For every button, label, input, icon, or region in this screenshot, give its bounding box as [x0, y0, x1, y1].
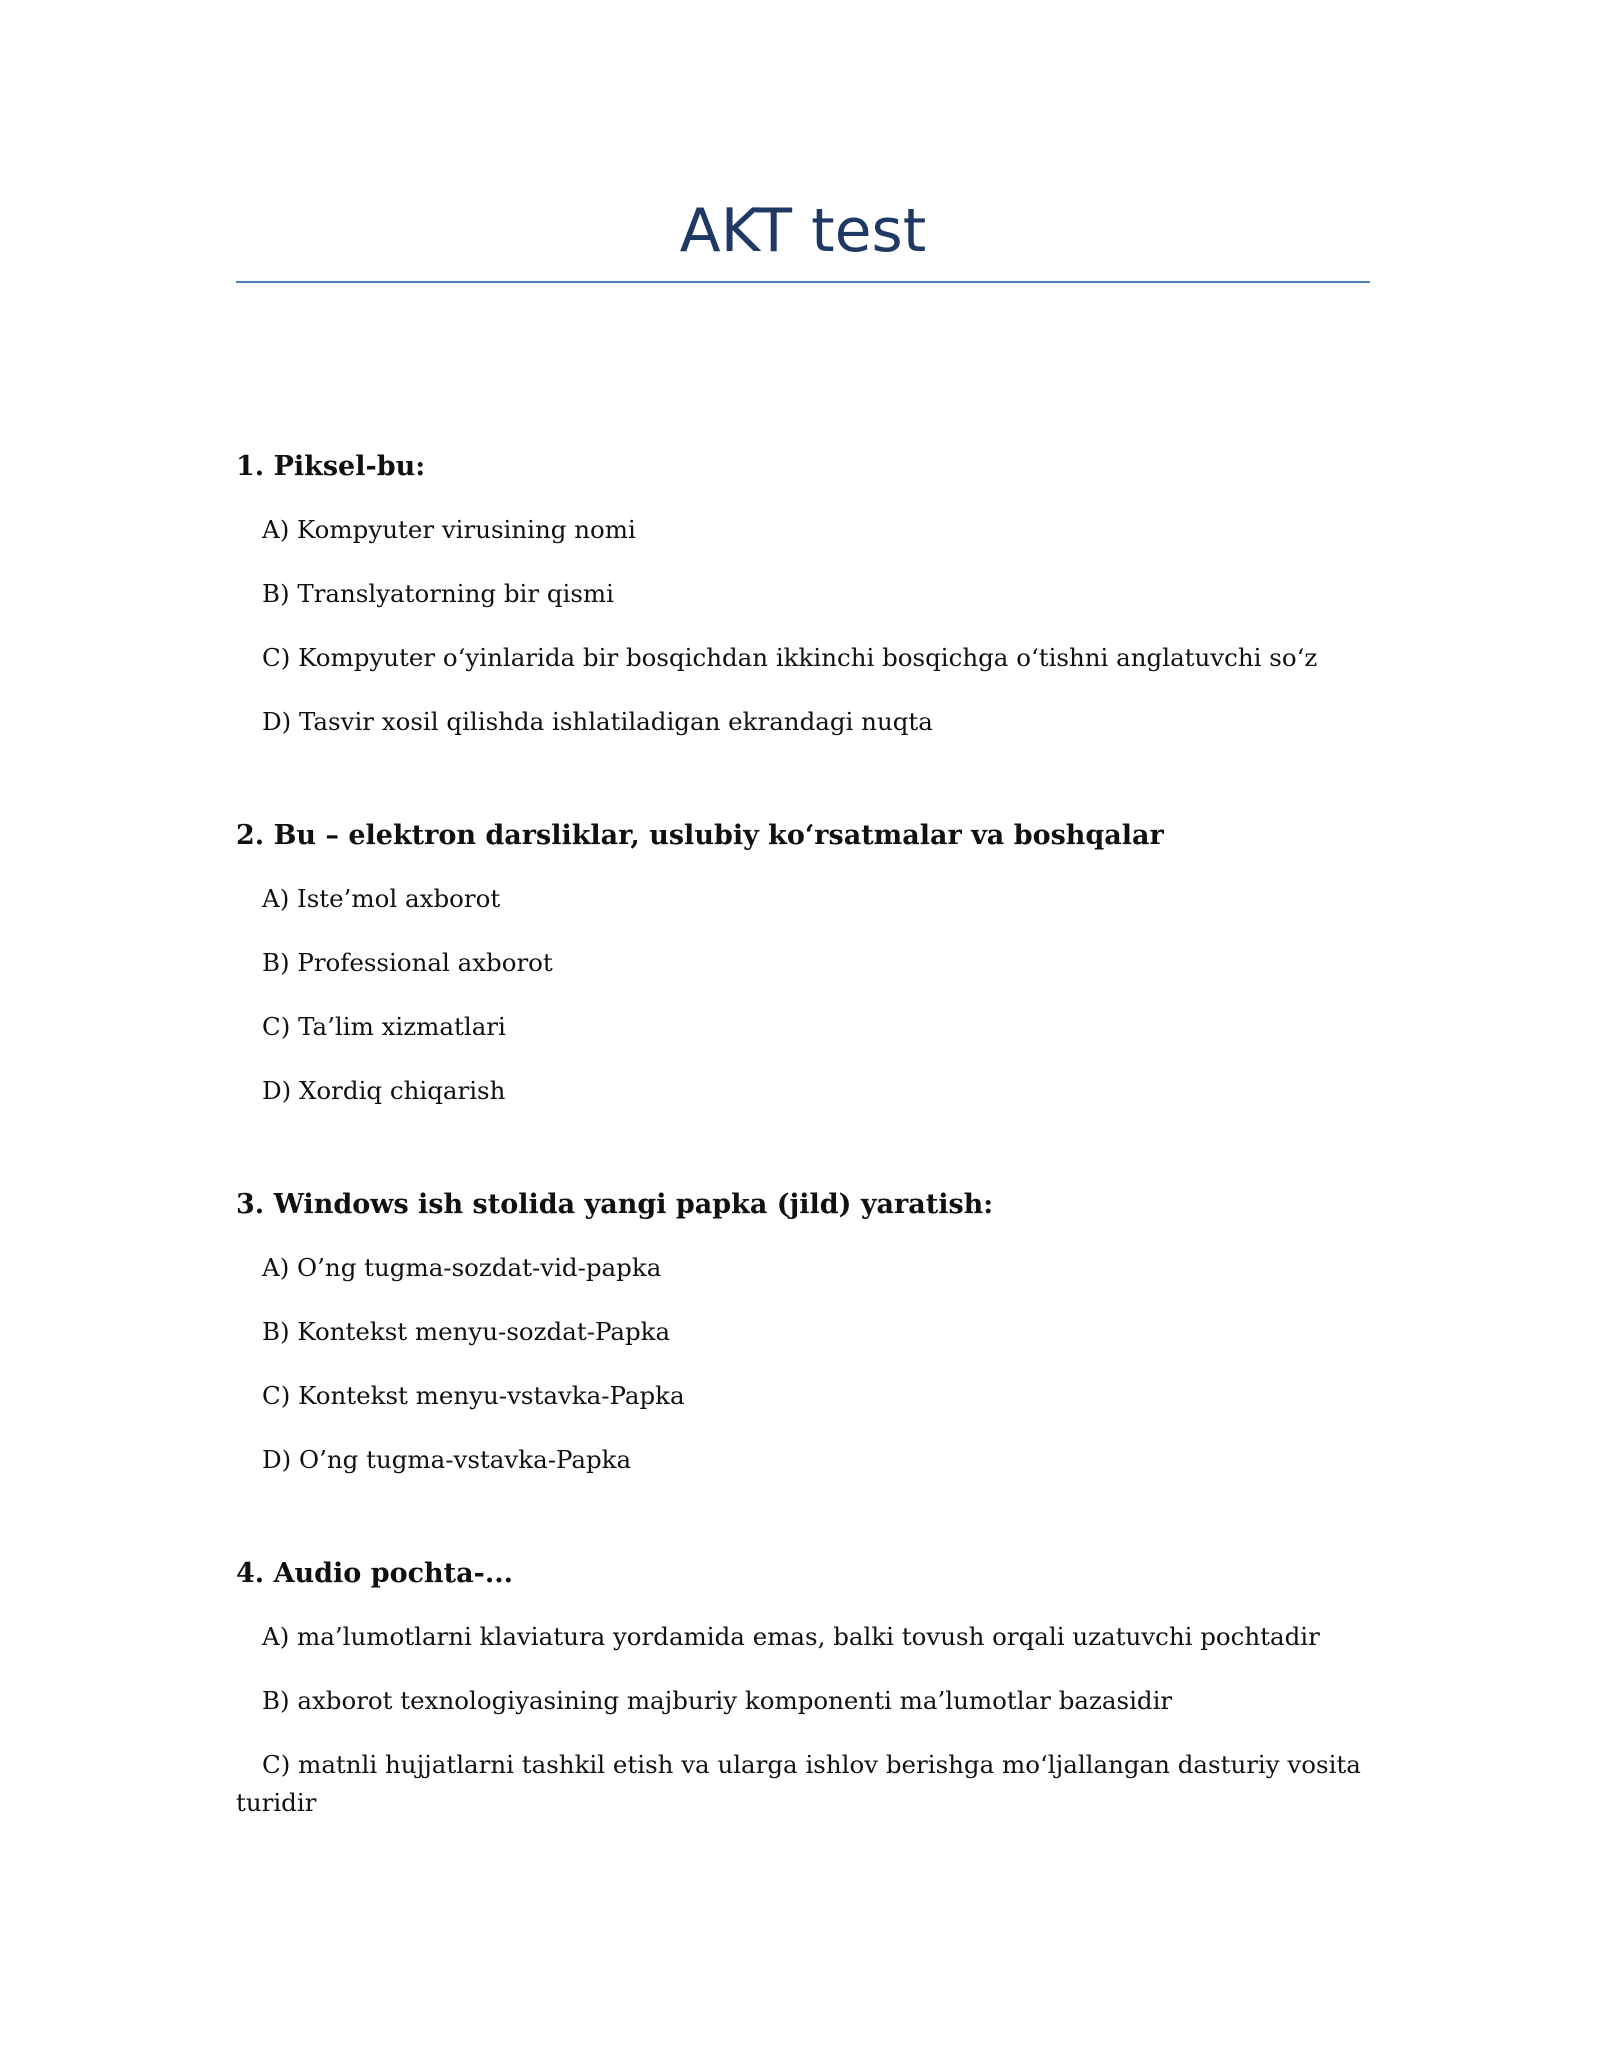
option-a: A) O’ng tugma-sozdat-vid-papka [262, 1253, 662, 1282]
option-b: B) Translyatorning bir qismi [262, 579, 614, 608]
option-a: A) Kompyuter virusining nomi [262, 515, 636, 544]
option-a: A) Iste’mol axborot [262, 884, 501, 913]
title-underline [236, 281, 1370, 283]
question-text: 1. Piksel-bu: [236, 451, 426, 482]
question-text: 3. Windows ish stolida yangi papka (jild) yaratish: [236, 1189, 994, 1220]
option-b: B) axborot texnologiyasining majburiy komponenti ma’lumotlar bazasidir [262, 1686, 1173, 1715]
question-text: 2. Bu – elektron darsliklar, uslubiy ko‘rsatmalar va boshqalar [236, 820, 1164, 851]
document-title: AKT test [679, 196, 927, 266]
question-4 [236, 1555, 1370, 1822]
question-3 [236, 1186, 1370, 1479]
option-c: C) Kompyuter o‘yinlarida bir bosqichdan ikkinchi bosqichga o‘tishni anglatuvchi so‘z [262, 643, 1318, 672]
question-list [236, 448, 1370, 1898]
question-1 [236, 448, 1370, 741]
question-2 [236, 817, 1370, 1110]
option-b: B) Kontekst menyu-sozdat-Papka [262, 1317, 671, 1346]
option-c: C) matnli hujjatlarni tashkil etish va ularga ishlov berishga mo‘ljallangan dasturiy vosita turidir [236, 1750, 1361, 1817]
option-c: C) Kontekst menyu-vstavka-Papka [262, 1381, 685, 1410]
option-d: D) Tasvir xosil qilishda ishlatiladigan ekrandagi nuqta [262, 707, 933, 736]
question-text: 4. Audio pochta-... [236, 1558, 514, 1589]
option-c: C) Ta’lim xizmatlari [262, 1012, 506, 1041]
option-d: D) O’ng tugma-vstavka-Papka [262, 1445, 632, 1474]
option-d: D) Xordiq chiqarish [262, 1076, 506, 1105]
option-a: A) ma’lumotlarni klaviatura yordamida emas, balki tovush orqali uzatuvchi pochtadir [262, 1622, 1320, 1651]
option-b: B) Professional axborot [262, 948, 553, 977]
